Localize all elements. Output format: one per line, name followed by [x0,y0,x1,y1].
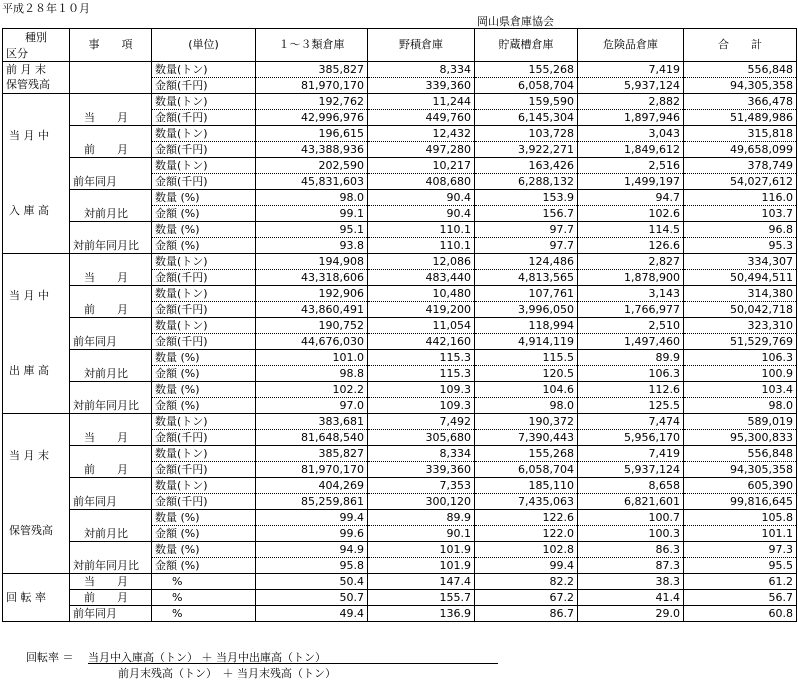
unit-cell: 数量 (%) [152,189,256,205]
value-cell: 1,897,946 [578,109,684,125]
table-row [3,221,797,237]
section-label-block [3,93,70,253]
value-cell: 305,680 [368,429,475,445]
section-label-line2: 保管残高 [9,524,53,537]
value-cell: 315,818 [684,125,797,141]
value-cell: 605,390 [684,477,797,493]
value-cell: 45,831,603 [256,173,368,189]
value-cell: 10,217 [368,157,475,173]
value-cell: 103,728 [475,125,578,141]
value-cell: 202,590 [256,157,368,173]
value-cell: 156.7 [475,205,578,221]
value-cell: 43,860,491 [256,301,368,317]
value-cell: 7,419 [578,445,684,461]
item-label: 当 月 [70,413,152,445]
value-cell: 314,380 [684,285,797,301]
value-cell: 122.6 [475,509,578,525]
unit-cell: 金額(千円) [152,109,256,125]
formula-label: 回転率 ＝ [26,651,74,664]
unit-cell: 数量 (%) [152,509,256,525]
item-label: 前 月 [70,125,152,157]
value-cell: 7,492 [368,413,475,429]
header-storage-tank: 貯蔵槽倉庫 [475,29,578,62]
unit-cell: 金額(千円) [152,141,256,157]
value-cell: 98.0 [256,189,368,205]
value-cell: 103.7 [684,205,797,221]
value-cell: 82.2 [475,573,578,589]
formula-denominator: 前月末残高（トン） ＋ 当月末残高（トン） [118,667,336,680]
value-cell: 6,145,304 [475,109,578,125]
value-cell: 109.3 [368,381,475,397]
table-row [3,509,797,525]
value-cell: 100.7 [578,509,684,525]
value-cell: 192,762 [256,93,368,109]
value-cell: 99.1 [256,205,368,221]
value-cell: 408,680 [368,173,475,189]
value-cell: 6,058,704 [475,461,578,477]
value-cell: 98.8 [256,365,368,381]
value-cell: 50.4 [256,573,368,589]
value-cell: 94,305,358 [684,461,797,477]
header-item: 事 項 [70,29,152,62]
value-cell: 67.2 [475,589,578,605]
value-cell: 99.4 [475,557,578,573]
value-cell: 49,658,099 [684,141,797,157]
section-label-block [3,253,70,413]
unit-cell: 金額(千円) [152,269,256,285]
value-cell: 1,499,197 [578,173,684,189]
value-cell: 114.5 [578,221,684,237]
value-cell: 86.7 [475,605,578,621]
report-date: 平成２８年１０月 [2,2,90,15]
value-cell: 98.0 [475,397,578,413]
value-cell: 109.3 [368,397,475,413]
unit-cell: % [152,589,256,605]
value-cell: 94.9 [256,541,368,557]
unit-cell: 数量(トン) [152,125,256,141]
item-label: 前年同月 [70,157,152,189]
value-cell: 95.8 [256,557,368,573]
value-cell: 483,440 [368,269,475,285]
unit-cell: 金額 (%) [152,205,256,221]
item-label: 対前年同月比 [70,381,152,413]
section-label-line1: 当 月 末 [9,449,49,462]
table-row [3,61,797,77]
value-cell: 3,996,050 [475,301,578,317]
value-cell: 11,244 [368,93,475,109]
value-cell: 38.3 [578,573,684,589]
value-cell: 2,827 [578,253,684,269]
unit-cell: 金額(千円) [152,333,256,349]
value-cell: 110.1 [368,237,475,253]
item-label: 対前月比 [70,509,152,541]
value-cell: 81,648,540 [256,429,368,445]
value-cell: 5,956,170 [578,429,684,445]
warehouse-statistics-table [2,28,797,622]
value-cell: 155,268 [475,61,578,77]
unit-cell: 金額 (%) [152,525,256,541]
value-cell: 5,937,124 [578,461,684,477]
value-cell: 102.6 [578,205,684,221]
value-cell: 95,300,833 [684,429,797,445]
value-cell: 124,486 [475,253,578,269]
unit-cell: 数量(トン) [152,285,256,301]
value-cell: 7,419 [578,61,684,77]
value-cell: 85,259,861 [256,493,368,509]
value-cell: 383,681 [256,413,368,429]
value-cell: 3,922,271 [475,141,578,157]
value-cell: 385,827 [256,445,368,461]
unit-cell: 金額(千円) [152,429,256,445]
unit-cell: 数量(トン) [152,477,256,493]
unit-cell: 金額(千円) [152,77,256,93]
value-cell: 4,813,565 [475,269,578,285]
formula-numerator: 当月中入庫高（トン） ＋ 当月中出庫高（トン） [88,651,326,664]
value-cell: 334,307 [684,253,797,269]
value-cell: 96.8 [684,221,797,237]
value-cell: 159,590 [475,93,578,109]
value-cell: 1,497,460 [578,333,684,349]
value-cell: 12,432 [368,125,475,141]
table-row [3,477,797,493]
value-cell: 3,143 [578,285,684,301]
value-cell: 98.0 [684,397,797,413]
value-cell: 6,288,132 [475,173,578,189]
table-row [3,605,797,621]
unit-cell: 金額(千円) [152,461,256,477]
value-cell: 90.4 [368,205,475,221]
value-cell: 1,878,900 [578,269,684,285]
value-cell: 378,749 [684,157,797,173]
value-cell: 89.9 [368,509,475,525]
value-cell: 6,058,704 [475,77,578,93]
value-cell: 8,334 [368,61,475,77]
table-row [3,349,797,365]
header-category-top: 種別 [3,29,70,46]
table-row [3,29,797,46]
section-label-line1: 当 月 中 [9,129,49,142]
value-cell: 105.8 [684,509,797,525]
value-cell: 60.8 [684,605,797,621]
value-cell: 118,994 [475,317,578,333]
value-cell: 7,353 [368,477,475,493]
value-cell: 194,908 [256,253,368,269]
unit-cell: 金額 (%) [152,365,256,381]
value-cell: 497,280 [368,141,475,157]
item-label: 前 月 [70,589,152,605]
value-cell: 155.7 [368,589,475,605]
value-cell: 126.6 [578,237,684,253]
value-cell: 61.2 [684,573,797,589]
value-cell: 102.8 [475,541,578,557]
value-cell: 155,268 [475,445,578,461]
unit-cell: % [152,605,256,621]
item-label: 対前年同月比 [70,541,152,573]
value-cell: 95.5 [684,557,797,573]
value-cell: 99.4 [256,509,368,525]
value-cell: 556,848 [684,445,797,461]
value-cell: 385,827 [256,61,368,77]
value-cell: 163,426 [475,157,578,173]
value-cell: 10,480 [368,285,475,301]
value-cell: 100.3 [578,525,684,541]
unit-cell: % [152,573,256,589]
table-row [3,445,797,461]
value-cell: 589,019 [684,413,797,429]
item-label: 前 月 [70,445,152,477]
section-label-line2: 出 庫 高 [9,364,49,377]
organization-name: 岡山県倉庫協会 [477,15,554,28]
value-cell: 6,821,601 [578,493,684,509]
header-total: 合 計 [684,29,797,62]
value-cell: 116.0 [684,189,797,205]
value-cell: 43,388,936 [256,141,368,157]
value-cell: 419,200 [368,301,475,317]
value-cell: 95.1 [256,221,368,237]
value-cell: 106.3 [578,365,684,381]
section-label-line1: 当 月 中 [9,289,49,302]
value-cell: 366,478 [684,93,797,109]
table-row [3,573,797,589]
value-cell: 90.4 [368,189,475,205]
value-cell: 7,474 [578,413,684,429]
value-cell: 50.7 [256,589,368,605]
table-row [3,413,797,429]
unit-cell: 金額 (%) [152,557,256,573]
value-cell: 81,970,170 [256,77,368,93]
table-row [3,317,797,333]
table-row [3,93,797,109]
unit-cell: 数量(トン) [152,317,256,333]
item-label: 前年同月 [70,477,152,509]
value-cell: 110.1 [368,221,475,237]
value-cell: 43,318,606 [256,269,368,285]
unit-cell: 数量 (%) [152,221,256,237]
value-cell: 404,269 [256,477,368,493]
value-cell: 125.5 [578,397,684,413]
value-cell: 300,120 [368,493,475,509]
section-label-block [3,413,70,573]
section-label: 前 月 末 [3,61,70,77]
value-cell: 192,906 [256,285,368,301]
value-cell: 115.5 [475,349,578,365]
item-label: 前年同月 [70,317,152,349]
unit-cell: 数量(トン) [152,413,256,429]
item-label: 対前月比 [70,349,152,381]
unit-cell: 金額(千円) [152,301,256,317]
item-label: 当 月 [70,93,152,125]
table-row [3,589,797,605]
value-cell: 99,816,645 [684,493,797,509]
value-cell: 100.9 [684,365,797,381]
table-row [3,381,797,397]
value-cell: 51,489,986 [684,109,797,125]
value-cell: 115.3 [368,349,475,365]
value-cell: 147.4 [368,573,475,589]
value-cell: 1,766,977 [578,301,684,317]
value-cell: 44,676,030 [256,333,368,349]
value-cell: 50,042,718 [684,301,797,317]
value-cell: 94,305,358 [684,77,797,93]
item-label: 当 月 [70,253,152,285]
unit-cell: 数量 (%) [152,541,256,557]
value-cell: 101.1 [684,525,797,541]
value-cell: 153.9 [475,189,578,205]
value-cell: 8,658 [578,477,684,493]
section-label: 回 転 率 [3,573,70,621]
value-cell: 86.3 [578,541,684,557]
section-label-line2: 入 庫 高 [9,204,49,217]
value-cell: 90.1 [368,525,475,541]
value-cell: 8,334 [368,445,475,461]
value-cell: 103.4 [684,381,797,397]
value-cell: 87.3 [578,557,684,573]
value-cell: 442,160 [368,333,475,349]
value-cell: 94.7 [578,189,684,205]
value-cell: 102.2 [256,381,368,397]
item-label: 前 月 [70,285,152,317]
header-unit: (単位) [152,29,256,62]
value-cell: 136.9 [368,605,475,621]
unit-cell: 数量 (%) [152,349,256,365]
value-cell: 29.0 [578,605,684,621]
unit-cell: 数量(トン) [152,445,256,461]
value-cell: 7,435,063 [475,493,578,509]
value-cell: 11,054 [368,317,475,333]
value-cell: 81,970,170 [256,461,368,477]
unit-cell: 数量(トン) [152,253,256,269]
item-label: 当 月 [70,573,152,589]
value-cell: 122.0 [475,525,578,541]
value-cell: 97.7 [475,237,578,253]
value-cell: 101.9 [368,557,475,573]
value-cell: 95.3 [684,237,797,253]
table-row [3,541,797,557]
value-cell: 49.4 [256,605,368,621]
value-cell: 97.3 [684,541,797,557]
table-row [3,189,797,205]
value-cell: 2,510 [578,317,684,333]
table-row [3,285,797,301]
header-open-storage: 野積倉庫 [368,29,475,62]
header-hazardous-warehouse: 危険品倉庫 [578,29,684,62]
value-cell: 97.7 [475,221,578,237]
table-row [3,125,797,141]
value-cell: 5,937,124 [578,77,684,93]
value-cell: 323,310 [684,317,797,333]
value-cell: 50,494,511 [684,269,797,285]
unit-cell: 金額 (%) [152,237,256,253]
unit-cell: 金額(千円) [152,173,256,189]
unit-cell: 数量(トン) [152,157,256,173]
value-cell: 120.5 [475,365,578,381]
value-cell: 56.7 [684,589,797,605]
value-cell: 51,529,769 [684,333,797,349]
unit-cell: 金額 (%) [152,397,256,413]
item-cell [70,61,152,93]
value-cell: 3,043 [578,125,684,141]
table-row [3,253,797,269]
unit-cell: 数量(トン) [152,93,256,109]
value-cell: 339,360 [368,77,475,93]
value-cell: 101.0 [256,349,368,365]
value-cell: 2,882 [578,93,684,109]
section-label: 保管残高 [3,77,70,93]
value-cell: 196,615 [256,125,368,141]
value-cell: 101.9 [368,541,475,557]
unit-cell: 数量(トン) [152,61,256,77]
value-cell: 1,849,612 [578,141,684,157]
value-cell: 190,752 [256,317,368,333]
value-cell: 107,761 [475,285,578,301]
value-cell: 556,848 [684,61,797,77]
value-cell: 185,110 [475,477,578,493]
value-cell: 41.4 [578,589,684,605]
value-cell: 12,086 [368,253,475,269]
value-cell: 449,760 [368,109,475,125]
item-label: 対前月比 [70,189,152,221]
value-cell: 190,372 [475,413,578,429]
value-cell: 112.6 [578,381,684,397]
value-cell: 89.9 [578,349,684,365]
value-cell: 106.3 [684,349,797,365]
fraction-bar [88,663,498,664]
value-cell: 97.0 [256,397,368,413]
item-label: 対前年同月比 [70,221,152,253]
value-cell: 104.6 [475,381,578,397]
header-category-bottom: 区分 [3,46,70,62]
unit-cell: 数量 (%) [152,381,256,397]
value-cell: 7,390,443 [475,429,578,445]
value-cell: 54,027,612 [684,173,797,189]
value-cell: 99.6 [256,525,368,541]
table-row [3,157,797,173]
value-cell: 93.8 [256,237,368,253]
value-cell: 339,360 [368,461,475,477]
value-cell: 42,996,976 [256,109,368,125]
unit-cell: 金額(千円) [152,493,256,509]
item-label: 前年同月 [70,605,152,621]
value-cell: 115.3 [368,365,475,381]
header-class1-3-warehouse: １～３類倉庫 [256,29,368,62]
value-cell: 4,914,119 [475,333,578,349]
value-cell: 2,516 [578,157,684,173]
